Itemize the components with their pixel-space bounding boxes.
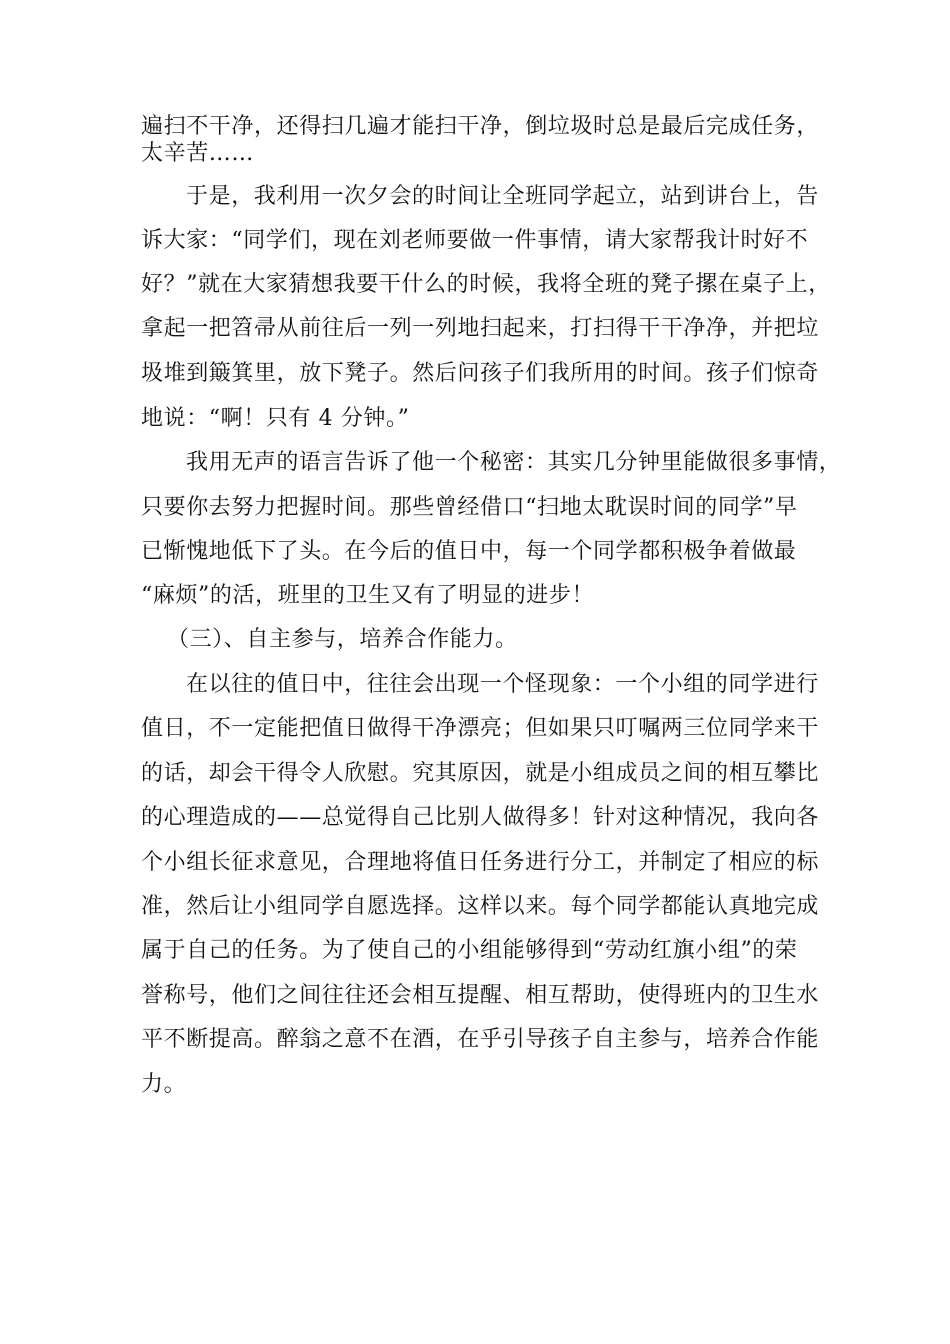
text-line: 平不断提高。醉翁之意不在酒，在乎引导孩子自主参与，培养合作能 bbox=[141, 1027, 820, 1052]
text-line: 太辛苦…… bbox=[141, 141, 255, 166]
text-line: 准，然后让小组同学自愿选择。这样以来。每个同学都能认真地完成 bbox=[141, 894, 820, 919]
text-line: 只要你去努力把握时间。那些曾经借口“扫地太耽误时间的同学”早 bbox=[141, 495, 798, 520]
text-line: 的心理造成的——总觉得自己比别人做得多！针对这种情况，我向各 bbox=[141, 805, 820, 830]
text-line: 誉称号，他们之间往往还会相互提醒、相互帮助，使得班内的卫生水 bbox=[141, 983, 820, 1008]
paragraph-start-line: 我用无声的语言告诉了他一个秘密：其实几分钟里能做很多事情， bbox=[186, 450, 842, 475]
paragraph-start-line: 在以往的值日中，往往会出现一个怪现象：一个小组的同学进行 bbox=[186, 672, 819, 697]
paragraph-start-line: 于是，我利用一次夕会的时间让全班同学起立，站到讲台上，告 bbox=[186, 184, 819, 209]
text-line: 拿起一把笤帚从前往后一列一列地扫起来，打扫得干干净净，并把垃 bbox=[141, 316, 820, 341]
text-line: 力。 bbox=[141, 1072, 187, 1097]
text-line: 诉大家：“同学们，现在刘老师要做一件事情，请大家帮我计时好不 bbox=[141, 228, 809, 253]
text-line: 属于自己的任务。为了使自己的小组能够得到“劳动红旗小组”的荣 bbox=[141, 938, 798, 963]
text-line: 遍扫不干净，还得扫几遍才能扫干净，倒垃圾时总是最后完成任务， bbox=[141, 114, 820, 139]
text-line: 圾堆到簸箕里，放下凳子。然后问孩子们我所用的时间。孩子们惊奇 bbox=[141, 361, 820, 386]
text-line: 个小组长征求意见，合理地将值日任务进行分工，并制定了相应的标 bbox=[141, 850, 820, 875]
text-line: 好？”就在大家猜想我要干什么的时候，我将全班的凳子摞在桌子上， bbox=[141, 272, 831, 297]
text-line: 地说：“啊！只有 4 分钟。” bbox=[141, 406, 410, 431]
text-line: 的话，却会干得令人欣慰。究其原因，就是小组成员之间的相互攀比 bbox=[141, 761, 820, 786]
text-line: “麻烦”的活，班里的卫生又有了明显的进步！ bbox=[141, 583, 595, 608]
section-heading: （三）、自主参与，培养合作能力。 bbox=[167, 627, 518, 652]
text-line: 已惭愧地低下了头。在今后的值日中，每一个同学都积极争着做最 bbox=[141, 539, 797, 564]
text-line: 值日，不一定能把值日做得干净漂亮；但如果只叮嘱两三位同学来干 bbox=[141, 716, 820, 741]
